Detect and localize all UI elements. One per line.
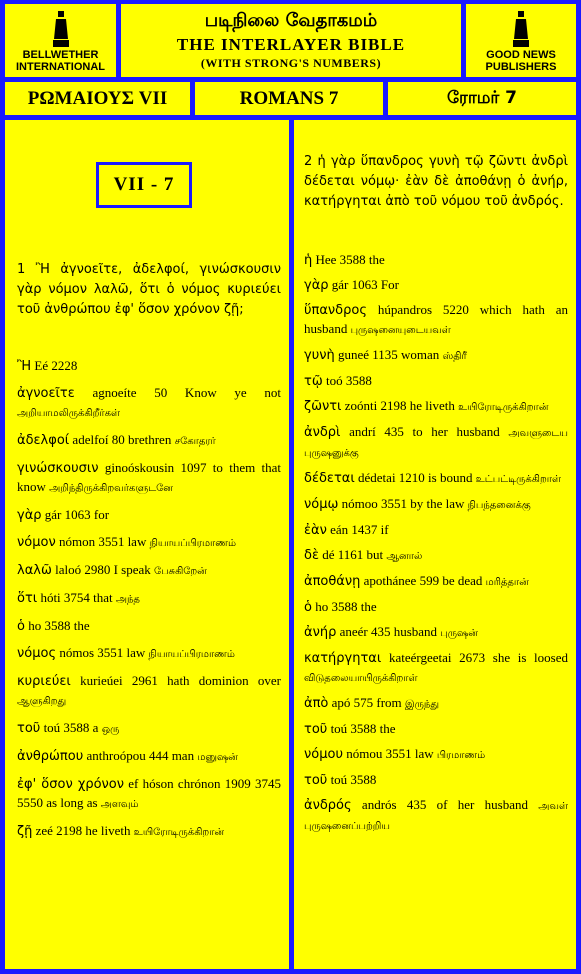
word-entry [304, 598, 568, 617]
tamil-gloss: புருஷனையுடையவள் [350, 325, 451, 336]
word-gloss: agnoeíte 50 Know ye not [92, 385, 282, 400]
greek-word: νόμου [304, 747, 343, 762]
word-gloss: apothánee 599 be dead [363, 573, 483, 588]
title-panel [121, 4, 461, 77]
word-gloss: aneér 435 husband [339, 624, 438, 639]
good-news-logo-icon [511, 9, 531, 49]
greek-word: γὰρ [17, 508, 42, 523]
word-gloss: apó 575 from [331, 695, 402, 710]
right-word-list [304, 251, 568, 842]
word-gloss: toó 3588 [325, 373, 372, 388]
greek-word: νόμῳ [304, 497, 339, 512]
greek-word: ἀνδρὶ [304, 425, 341, 440]
word-entry [17, 533, 281, 553]
greek-word: γυνὴ [304, 348, 335, 363]
greek-word: δέδεται [304, 471, 355, 486]
word-entry [304, 546, 568, 566]
word-entry [304, 796, 568, 836]
tamil-gloss: உயிரோடிருக்கிறான் [458, 402, 549, 413]
tamil-gloss: நிபந்தனைக்கு [467, 500, 531, 511]
tamil-gloss: அளவும் [100, 799, 139, 810]
word-gloss: guneé 1135 woman [337, 347, 440, 362]
word-entry [304, 423, 568, 463]
greek-word: ἀγνοεῖτε [17, 386, 75, 401]
word-gloss: eán 1437 if [330, 522, 389, 537]
greek-word: ὁ [304, 600, 312, 615]
word-entry [304, 301, 568, 340]
left-logo-panel [5, 4, 116, 77]
title-main: THE INTERLAYER BIBLE [176, 35, 406, 54]
word-gloss: ginoóskousin 1097 to them that know [17, 460, 281, 494]
word-entry [17, 644, 281, 664]
right-logo-text: GOOD NEWS PUBLISHERS [485, 48, 557, 73]
greek-word: ὅτι [17, 591, 38, 606]
greek-word: τοῦ [304, 722, 328, 737]
word-entry [304, 372, 568, 391]
title-tamil: படிநிலை வேதாகமம் [204, 10, 378, 31]
greek-word: νόμος [17, 646, 57, 661]
word-gloss: gár 1063 for [44, 507, 110, 522]
greek-word: ἀποθάνῃ [304, 574, 361, 589]
word-entry [17, 506, 281, 525]
tamil-gloss: சகோதரர் [174, 436, 216, 447]
word-gloss: andrós 435 of her husband [361, 797, 528, 812]
tamil-gloss: விடுதலையாயிருக்கிறாள் [304, 673, 418, 684]
greek-word: κυριεύει [17, 674, 71, 689]
word-entry [304, 251, 568, 270]
greek-word: ἐὰν [304, 523, 327, 538]
tamil-gloss: மனுஷன் [197, 752, 238, 763]
greek-word: λαλῶ [17, 563, 52, 578]
greek-word: ἀνήρ [304, 625, 337, 640]
greek-word: ἀπὸ [304, 696, 329, 711]
greek-word: Ἢ [17, 359, 32, 374]
tab-tamil: ரோமர் 7 [388, 82, 576, 115]
right-column [294, 120, 576, 969]
tamil-gloss: அந்த [115, 594, 140, 605]
word-entry [304, 572, 568, 592]
word-gloss: toú 3588 a [43, 720, 99, 735]
word-gloss: nómou 3551 law [346, 746, 434, 761]
tamil-gloss: ஆளுகிறது [17, 696, 67, 707]
greek-word: κατήργηται [304, 651, 382, 666]
greek-word: γινώσκουσιν [17, 461, 99, 476]
tamil-gloss: உட்பட்டிருக்கிறாள் [475, 474, 562, 485]
tamil-gloss: அறிந்திருக்கிறவர்களுடனே [49, 483, 173, 494]
tamil-gloss: இருந்து [404, 699, 439, 710]
word-gloss: anthroópou 444 man [86, 748, 195, 763]
greek-word: ζῶντι [304, 399, 342, 414]
word-entry [304, 720, 568, 739]
word-entry [304, 521, 568, 540]
word-gloss: nómon 3551 law [58, 534, 147, 549]
tab-greek: ΡΩΜΑΙΟΥΣ VII [5, 82, 190, 115]
tamil-gloss: அவளுடைய புருஷனுக்கு [304, 428, 569, 459]
word-entry [304, 397, 568, 417]
word-entry [17, 747, 281, 767]
chapter-label: VII - 7 [96, 162, 192, 208]
tamil-gloss: புருஷன் [440, 628, 478, 639]
tamil-gloss: நியாயப்பிரமாணம் [149, 538, 237, 549]
word-gloss: zeé 2198 he liveth [35, 823, 131, 838]
word-entry [17, 357, 281, 376]
word-entry [17, 775, 281, 814]
greek-word: νόμον [17, 535, 56, 550]
tamil-gloss: ஸ்திரீ [442, 351, 467, 362]
greek-word: ἀνδρός [304, 798, 352, 813]
greek-word: γὰρ [304, 278, 329, 293]
greek-word: ὁ [17, 619, 25, 634]
greek-word: ἀνθρώπου [17, 749, 84, 764]
tamil-gloss: பிரமாணம் [436, 750, 486, 761]
greek-word: ἡ [304, 253, 313, 268]
word-gloss: kateérgeetai 2673 she is loosed [388, 650, 569, 665]
word-gloss: toú 3588 the [330, 721, 396, 736]
tamil-gloss: மரித்தான் [485, 577, 529, 588]
word-entry [17, 589, 281, 609]
word-entry [17, 719, 281, 739]
word-entry [304, 771, 568, 790]
greek-word: ἀδελφοί [17, 433, 70, 448]
word-entry [304, 623, 568, 643]
tamil-gloss: ஆனால் [386, 551, 423, 562]
greek-word: δὲ [304, 548, 319, 563]
word-entry [304, 745, 568, 765]
tamil-gloss: ஒரு [101, 724, 120, 735]
tamil-gloss: அவள் புருஷனைப்பற்றிய [304, 801, 569, 832]
greek-word: ζῇ [17, 824, 33, 839]
word-gloss: Hee 3588 the [315, 252, 385, 267]
word-gloss: nómos 3551 law [59, 645, 146, 660]
greek-word: τοῦ [17, 721, 41, 736]
right-logo-panel [466, 4, 576, 77]
word-gloss: zoónti 2198 he liveth [344, 398, 455, 413]
word-entry [304, 495, 568, 515]
word-entry [304, 276, 568, 295]
word-entry [304, 694, 568, 714]
greek-word: τοῦ [304, 773, 328, 788]
word-gloss: ho 3588 the [315, 599, 377, 614]
bellwether-logo-icon [51, 9, 71, 49]
word-gloss: dédetai 1210 is bound [358, 470, 473, 485]
word-entry [17, 431, 281, 451]
word-gloss: nómoo 3551 by the law [341, 496, 465, 511]
word-entry [17, 384, 281, 423]
tamil-gloss: உயிரோடிருக்கிறான் [133, 827, 225, 838]
tamil-gloss: அறியாமலிருக்கிறீர்கள் [17, 408, 121, 419]
greek-word: ὕπανδρος [304, 303, 367, 318]
word-entry [17, 822, 281, 842]
word-entry [304, 469, 568, 489]
tamil-gloss: நியாயப்பிரமாணம் [148, 649, 235, 660]
word-entry [304, 346, 568, 366]
word-gloss: Eé 2228 [34, 358, 78, 373]
word-gloss: hóti 3754 that [40, 590, 113, 605]
word-gloss: toú 3588 [330, 772, 377, 787]
greek-word: ἐφ' ὅσον χρόνον [17, 777, 125, 792]
word-entry [304, 649, 568, 688]
word-gloss: kurieúei 2961 hath dominion over [80, 673, 281, 688]
left-logo-text: BELLWETHER INTERNATIONAL [15, 48, 105, 73]
tamil-gloss: பேசுகிறேன் [154, 566, 207, 577]
word-gloss: laloó 2980 I speak [55, 562, 151, 577]
word-entry [17, 561, 281, 581]
verse-2-text: 2 ἡ γὰρ ὕπανδρος γυνὴ τῷ ζῶντι ἀνδρὶ δέδεται νόμῳ· ἐὰν δὲ ἀποθάνῃ ὁ ἀνήρ, κατήργηται ἀπὸ τοῦ νόμου τοῦ ἀνδρός. [304, 154, 568, 209]
word-entry [17, 672, 281, 711]
word-gloss: andrí 435 to her husband [349, 424, 500, 439]
word-entry [17, 459, 281, 498]
word-gloss: adelfoí 80 brethren [72, 432, 172, 447]
word-gloss: húpandros 5220 which hath an husband [304, 302, 568, 336]
word-entry [17, 617, 281, 636]
word-gloss: dé 1161 but [322, 547, 384, 562]
word-gloss: ef hóson chrónon 1909 3745 5550 as long as [17, 776, 282, 810]
word-gloss: gár 1063 For [331, 277, 399, 292]
verse-1-text: 1 Ἢ ἀγνοεῖτε, ἀδελφοί, γινώσκουσιν γὰρ νόμον λαλῶ, ὅτι ὁ νόμος κυριεύει τοῦ ἀνθρώπου ἐφ' ὅσον χρόνον ζῇ; [17, 262, 281, 317]
left-column [5, 120, 289, 969]
title-subtitle: (WITH STRONG'S NUMBERS) [200, 56, 382, 70]
greek-word: τῷ [304, 374, 323, 389]
left-word-list [17, 357, 281, 850]
word-gloss: ho 3588 the [28, 618, 90, 633]
tab-english: ROMANS 7 [195, 82, 383, 115]
